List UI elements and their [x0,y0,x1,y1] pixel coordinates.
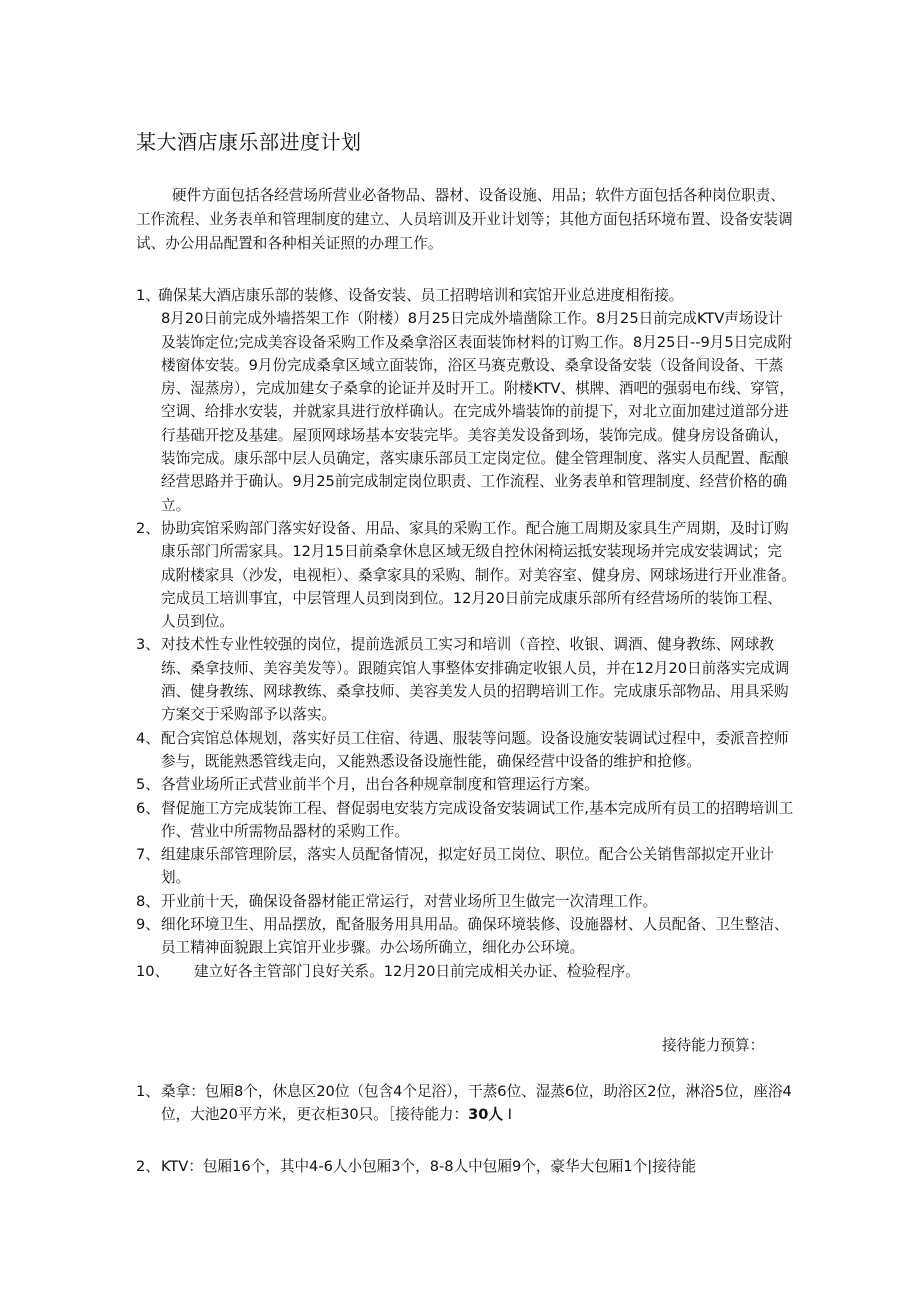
item-text: 配合宾馆总体规划，落实好员工住宿、待遇、服装等问题。设备设施安装调试过程中，委派音控师参与，既能熟悉管线走向，又能熟悉设备设施性能，确保经营中设备的维护和抢修。 [161,729,789,770]
item-text: 细化环境卫生、用品摆放，配备服务用具用品。确保环境装修、设施器材、人员配备、卫生整洁、员工精神面貌跟上宾馆开业步骤。办公场所确立，细化办公环境。 [161,916,789,957]
list-item [136,913,796,960]
item-number: 2、 [136,1158,160,1175]
item-number: 7、 [136,846,160,864]
item-text: 督促施工方完成装饰工程、督促弱电安装方完成设备安装调试工作,基本完成所有员工的招聘培训工作、营业中所需物品器材的采购工作。 [161,799,794,840]
item-number: 10、 [136,962,170,980]
item-text: 对技术性专业性较强的岗位，提前选派员工实习和培训（音控、收银、调酒、健身教练、网球教练、桑拿技师、美容美发等）。跟随宾馆人事整体安排确定收银人员，并在12月20日前落实完成调酒、健身教练、网球教练、桑拿技师、美容美发人员的招聘培训工作。完成康乐部物品、用具采购方案交于采购部予以落实。 [161,636,790,724]
schedule-list [136,284,796,983]
list-item [136,633,796,726]
list-item [136,727,796,774]
item-body: 8月20日前完成外墙搭架工作（附楼）8月25日完成外墙凿除工作。8月25日前完成KTV声场设计及装饰定位;完成美容设备采购工作及桑拿浴区表面装饰材料的订购工作。8月25日--9月5日完成附楼窗体安装。9月份完成桑拿区域立面装饰，浴区马赛克敷设、桑拿设备安装（设备间设备、干蒸房、湿蒸房），完成加建女子桑拿的论证并及时开工。附楼KTV、棋牌、酒吧的强弱电布线、穿管，空调、给排水安装，并就家具进行放样确认。在完成外墙装饰的前提下，对北立面加建过道部分进行基础开挖及基建。屋顶网球场基本安装完毕。美容美发设备到场，装饰完成。健身房设备确认，装饰完成。康乐部中层人员确定，落实康乐部员工定岗定位。健全管理制度、落实人员配置、酝酿经营思路并于确认。9月25前完成制定岗位职责、工作流程、业务表单和管理制度、经营价格的确立。 [161,310,794,514]
list-item [136,773,796,796]
list-item [136,843,796,890]
budget-item [136,1155,821,1178]
item-heading: 确保某大酒店康乐部的装修、设备安装、员工招聘培训和宾馆开业总进度相衔接。 [158,287,684,304]
item-number: 3、 [136,636,160,654]
item-text: 协助宾馆采购部门落实好设备、用品、家具的采购工作。配合施工周期及家具生产周期，及时订购康乐部门所需家具。12月15日前桑拿休息区域无级自控休闲椅运抵安装现场并完成安装调试；完成附楼家具（沙发，电视柜）、桑拿家具的采购、制作。对美容室、健身房、网球场进行开业准备。完成员工培训事宜，中层管理人员到岗到位。12月20日前完成康乐部所有经营场所的装饰工程、人员到位。 [161,519,796,631]
budget-item [136,1080,821,1127]
budget-capacity: 30人 [468,1106,504,1124]
item-number: 4、 [136,729,160,747]
item-number: 2、 [136,519,160,537]
budget-text: 桑拿：包厢8个，休息区20位（包含4个足浴），干蒸6位、湿蒸6位，助浴区2位，淋浴5位，座浴4位，大池20平方米，更衣柜30只。［接待能力： [161,1083,792,1124]
page-title: 某大酒店康乐部进度计划 [136,130,362,154]
item-text: 组建康乐部管理阶层，落实人员配备情况，拟定好员工岗位、职位。配合公关销售部拟定开业计划。 [161,846,774,887]
item-number: 9、 [136,916,160,934]
budget-title: 接待能力预算： [662,1037,765,1054]
list-item [136,960,796,983]
item-text: 开业前十天，确保设备器材能正常运行，对营业场所卫生做完一次清理工作。 [161,892,658,910]
item-number: 8、 [136,892,160,910]
item-number: 6、 [136,799,160,817]
item-text: 建立好各主管部门良好关系。12月20日前完成相关办证、检验程序。 [194,962,640,980]
budget-tail: I [507,1106,512,1124]
item-text: 各营业场所正式营业前半个月，出台各种规章制度和管理运行方案。 [161,776,599,794]
list-item [136,797,796,844]
list-item [136,284,796,517]
item-number: 1、 [136,287,160,304]
item-number: 1、 [136,1083,160,1100]
list-item [136,517,796,633]
list-item [136,890,796,913]
budget-text: KTV：包厢16个，其中4-6人小包厢3个，8-8人中包厢9个，豪华大包厢1个|接待能 [161,1158,696,1175]
intro-paragraph: 硬件方面包括各经营场所营业必备物品、器材、设备设施、用品；软件方面包括各种岗位职责、工作流程、业务表单和管理制度的建立、人员培训及开业计划等；其他方面包括环境布置、设备安装调试、办公用品配置和各种相关证照的办理工作。 [136,187,793,252]
item-number: 5、 [136,776,160,794]
